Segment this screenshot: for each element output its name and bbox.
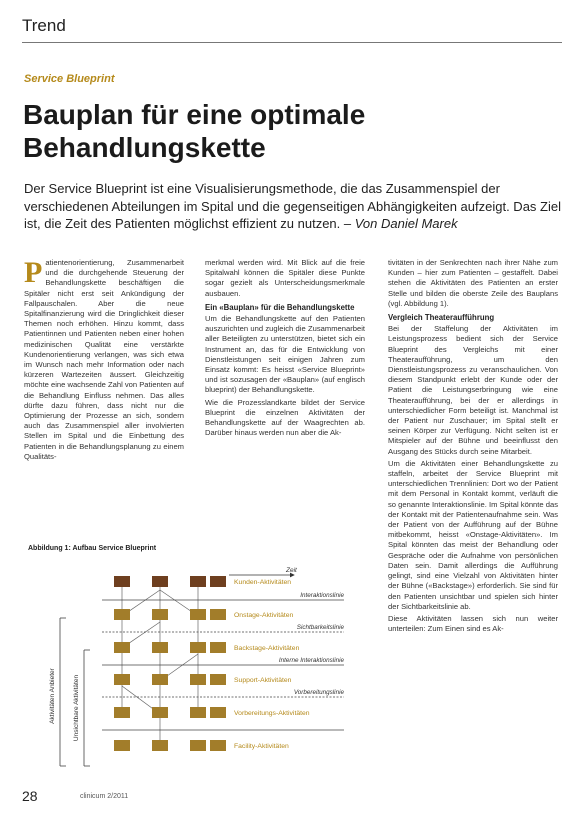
activity-box (190, 674, 206, 685)
activity-box (190, 609, 206, 620)
lane-label-backstage: Backstage-Aktivitäten (234, 645, 300, 652)
blueprint-figure (24, 556, 374, 776)
activity-box (210, 740, 226, 751)
activity-box (190, 740, 206, 751)
column-3-paragraph-4: Diese Aktivitäten lassen sich nun weiter unterteilen: Zum Einen sind es Ak- (388, 613, 558, 634)
activity-box (114, 576, 130, 587)
column-1 (24, 258, 184, 535)
activity-box (210, 576, 226, 587)
row-preparation (114, 707, 226, 718)
lane-label-support: Support-Aktivitäten (234, 677, 292, 684)
row-onstage (114, 609, 226, 620)
column-2-paragraph-2: Um die Behandlungskette auf den Patienten auszurichten und zugleich die Zusammenarbeit aller Beteiligten zu unterstützen, bietet sich ein Instrument an, das für die Entwicklung von Dienstleistungen seit einigen Jahren zum Einsatz kommt: Es heisst «Service Blueprint» und ist sozusagen der «Bauplan» (auf englisch blueprint) der Behandlungskette. (205, 314, 365, 395)
lane-label-onstage: Onstage-Aktivitäten (234, 612, 294, 619)
activity-box (210, 674, 226, 685)
interaction-line-label: Interaktionslinie (300, 592, 344, 599)
section-rule (22, 42, 562, 43)
row-support (114, 674, 226, 685)
activity-box (114, 674, 130, 685)
row-customer (114, 576, 226, 587)
activity-box (152, 576, 168, 587)
lane-label-customer: Kunden-Aktivitäten (234, 579, 292, 586)
activity-box (152, 707, 168, 718)
column-3-paragraph-3: Um die Aktivitäten einer Behandlungskette zu staffeln, arbeitet der Service Blueprint mit unterschiedlichen Trennlinien: Dort wo der Patient mit dem Personal in Kontakt kommt, verläuft die so genannte Interaktionslinie. Im Spital könnte das der Kontakt mit der Patientenaufnahme sein. Was der Patient von der Aufführung auf der Bühne mitbekommt, heisst «Onstage-Aktivitäten». Im Spital könnten das meist der Behandlung oder Gespräche oder die Aufnahme von persönlichen Daten sein. Damit allerdings die Aufführung gelingt, sind eine Vielzahl von Aktivitäten hinter der Bühne («Backstage») erforderlich. Sie sind für den Patienten unsichtbar und spielen sich hinter der Sichtbarkeitslinie ab. (388, 458, 558, 611)
article-kicker: Service Blueprint (24, 73, 115, 85)
activity-box (190, 707, 206, 718)
column-2-paragraph-1: merkmal werden wird. Mit Blick auf die freie Spitalwahl können die Spitäler diese Punkte sogar gezielt als Unterscheidungsmerkmale ausbauen. (205, 258, 365, 298)
column-2-paragraph-3: Wie die Prozesslandkarte bildet der Service Blueprint die einzelnen Aktivitäten der Behandlungskette auf der Waagrechten ab. Darüber hinaus werden nun aber die Ak- (205, 397, 365, 438)
column-2 (205, 258, 365, 492)
activity-box (190, 642, 206, 653)
lead-text: Der Service Blueprint ist eine Visualisierungsmethode, die das Zusammenspiel der verschiedenen Abteilungen im Spital und die gegenseitigen Abhängigkeiten aufzeigt. Das Ziel ist, die Zeit des Patienten möglichst effizient zu nutzen. (24, 181, 561, 231)
magazine-issue: clinicum 2/2011 (80, 793, 129, 800)
column-2-heading: Ein «Bauplan» für die Behandlungskette (205, 302, 355, 312)
article-title: Bauplan für eine optimale Behandlungskette (23, 99, 366, 163)
column-3-paragraph-1: tivitäten in der Senkrechten nach ihrer Nähe zum Kunden – hier zum Patienten – gestaffelt. Dabei stehen die Aktivitäten des Patienten an erster Stelle und bilden die oberste Zeile des Bauplans (vgl. Abbildung 1). (388, 258, 558, 308)
time-label: Zeit (286, 567, 297, 574)
row-facility (114, 740, 226, 751)
internal-interaction-line-label: Interne Interaktionslinie (278, 657, 344, 664)
author: – Von Daniel Marek (343, 216, 458, 231)
figure-caption: Abbildung 1: Aufbau Service Blueprint (28, 545, 157, 552)
activity-box (114, 740, 130, 751)
activity-box (114, 609, 130, 620)
activity-box (152, 642, 168, 653)
column-3-heading: Vergleich Theateraufführung (388, 313, 495, 323)
visibility-line-label: Sichtbarkeitslinie (296, 624, 344, 631)
connectors (122, 583, 198, 746)
preparation-line-label: Vorbereitungslinie (293, 689, 344, 696)
row-backstage (114, 642, 226, 653)
activity-box (152, 609, 168, 620)
activity-box (210, 707, 226, 718)
activity-box (114, 642, 130, 653)
article-lead (24, 180, 564, 233)
column-3-paragraph-2: Bei der Staffelung der Aktivitäten im Leistungsprozess bedient sich der Service Blueprint des Vergleichs mit einer Theateraufführung, um den Dienstleistungsprozess zu veranschaulichen. Von diesem Standpunkt erlebt der Kunde oder der Patient die Leistungserbringung wie eine Theateraufführung, bei der er allerdings in unterschiedlicher Form beteiligt ist. Manchmal ist der Patient nur Zuschauer; im Spital stellt er seinen Körper zur Verfügung. Nicht selten ist er Mitspieler auf der Bühne und beeinflusst den Ausgang des Stücks durch seine Mitarbeit. (388, 324, 558, 456)
section-label: Trend (22, 16, 66, 35)
activity-box (114, 707, 130, 718)
page-number: 28 (22, 788, 38, 804)
axis-outer-label: Aktivitäten Anbieter (49, 668, 56, 724)
activity-box (190, 576, 206, 587)
lane-label-preparation: Vorbereitungs-Aktivitäten (234, 710, 310, 717)
activity-box (210, 642, 226, 653)
column-1-paragraph (24, 258, 184, 462)
drop-cap: P (24, 258, 43, 289)
lane-label-facility: Facility-Aktivitäten (234, 743, 289, 750)
activity-box (152, 740, 168, 751)
column-1-text: atientenorientierung, Zusammenarbeit und die durchgehende Steuerung der Behandlungskette beschäftigen die Spitäler nicht erst seit Ankündigung der Fallpauschalen. Aber die neue Spitalfinanzierung wird die Dringlichkeit dieser Themen noch erhöhen. Hinzu kommt, dass Patientinnen und Patienten neben einer hohen medizinischen Qualität eine verstärkte Kundenorientierung verlangen, was sich etwa im Wunsch nach mehr Information oder nach kürzeren Wartezeiten äussert. Gleichzeitig möchte eine wachsende Zahl von Patienten auf die Behandlung Einfluss nehmen. Das alles dürfte dazu führen, dass nicht nur die Optimierung der Prozesse an sich, sondern auch das Zusammenspiel aller involvierten Stellen im Spital und die Einbettung des Patienten in die Behandlungsplanung zu einem Qualitäts- (24, 258, 184, 461)
column-3 (388, 258, 558, 793)
axis-inner-label: Unsichtbare Aktivitäten (73, 674, 80, 742)
activity-box (152, 674, 168, 685)
activity-box (210, 609, 226, 620)
